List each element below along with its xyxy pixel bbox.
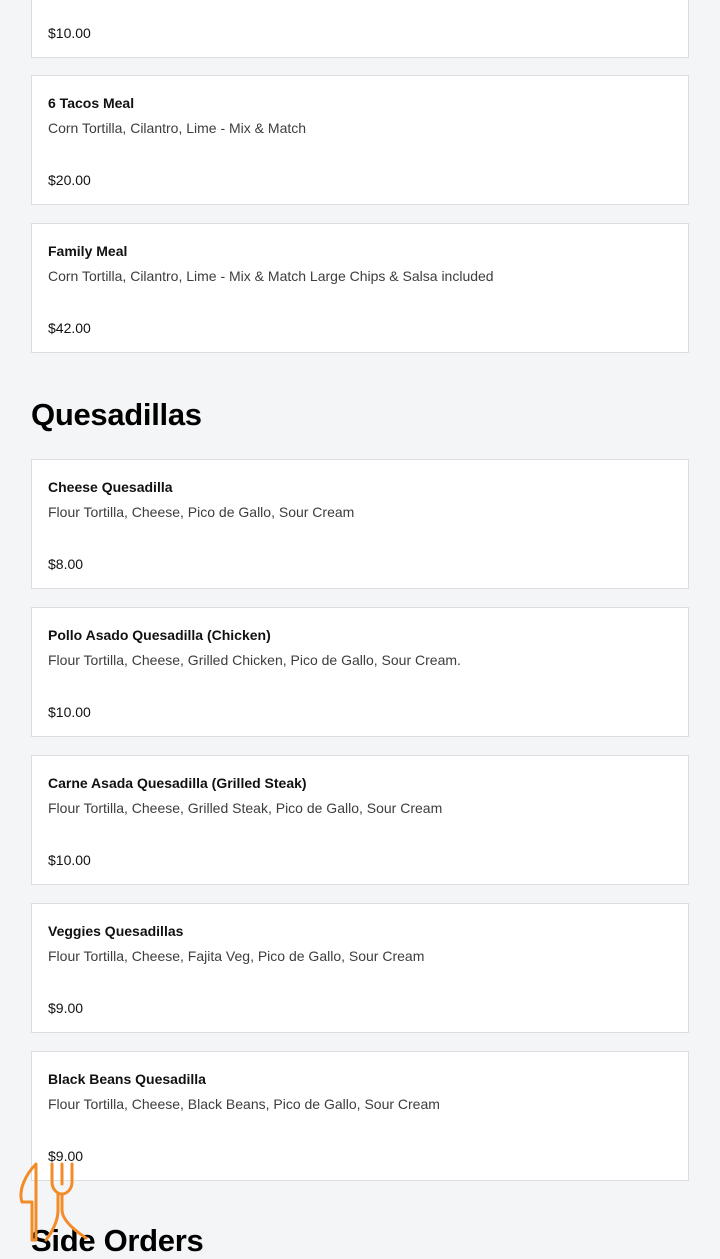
menu-item-card[interactable]: [31, 607, 689, 737]
item-name: Pollo Asado Quesadilla (Chicken): [48, 627, 271, 643]
item-name: Family Meal: [48, 243, 128, 259]
item-price: $10.00: [48, 25, 91, 41]
section-title-quesadillas: Quesadillas: [31, 397, 202, 432]
item-name: Cheese Quesadilla: [48, 479, 173, 495]
menu-item-card[interactable]: [31, 903, 689, 1033]
item-description: Flour Tortilla, Cheese, Black Beans, Pico de Gallo, Sour Cream: [48, 1096, 440, 1112]
item-description: Flour Tortilla, Cheese, Grilled Chicken, Pico de Gallo, Sour Cream.: [48, 652, 461, 668]
item-name: Black Beans Quesadilla: [48, 1071, 206, 1087]
item-description: Corn Tortilla, Cilantro, Lime - Mix & Match Large Chips & Salsa included: [48, 268, 494, 284]
item-price: $10.00: [48, 704, 91, 720]
menu-item-card[interactable]: [31, 1051, 689, 1181]
item-name: Carne Asada Quesadilla (Grilled Steak): [48, 775, 307, 791]
item-description: Corn Tortilla, Cilantro, Lime - Mix & Match: [48, 120, 307, 136]
item-description: Flour Tortilla, Cheese, Grilled Steak, Pico de Gallo, Sour Cream: [48, 800, 443, 816]
item-name: Veggies Quesadillas: [48, 923, 184, 939]
menu-item-card[interactable]: [31, 459, 689, 589]
item-description: Flour Tortilla, Cheese, Pico de Gallo, Sour Cream: [48, 504, 355, 520]
item-price: $9.00: [48, 1000, 84, 1016]
menu-item-card[interactable]: [31, 0, 689, 58]
item-price: $42.00: [48, 320, 91, 336]
menu-item-card[interactable]: [31, 755, 689, 885]
menu-item-card[interactable]: [31, 75, 689, 205]
item-price: $8.00: [48, 556, 84, 572]
item-price: $20.00: [48, 172, 91, 188]
item-price: $10.00: [48, 852, 91, 868]
item-price: $9.00: [48, 1148, 84, 1164]
menu-item-card[interactable]: [31, 223, 689, 353]
item-name: 6 Tacos Meal: [48, 95, 135, 111]
section-title-side-orders: Side Orders: [31, 1223, 204, 1258]
item-description: Flour Tortilla, Cheese, Fajita Veg, Pico de Gallo, Sour Cream: [48, 948, 425, 964]
fork-knife-icon[interactable]: [16, 1160, 90, 1246]
